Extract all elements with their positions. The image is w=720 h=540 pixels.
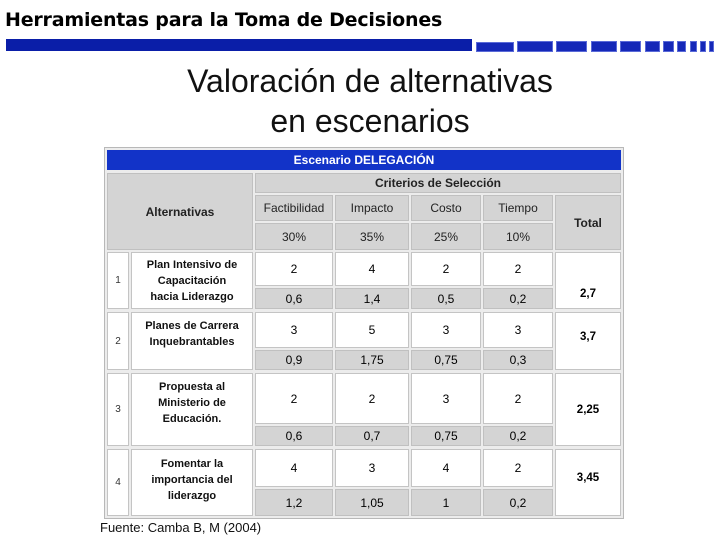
decor-square [620,41,641,52]
decor-square [556,41,587,52]
weighted-cell: 0,7 [335,426,409,446]
weighted-cell: 1,4 [335,288,409,309]
weighted-cell: 1,05 [335,489,409,516]
criterion-weight: 30% [255,223,333,250]
criterion-weight: 10% [483,223,553,250]
total-header: Total [555,195,621,250]
weighted-cell: 0,75 [411,426,481,446]
score-cell: 4 [335,252,409,286]
weighted-cell: 1 [411,489,481,516]
row-index: 3 [107,373,129,446]
decor-square [517,41,553,52]
alternative-name [131,449,253,516]
alternative-name-line: liderazgo [167,489,217,502]
alternative-name-line: Ministerio de [158,396,226,409]
decor-square [645,41,660,52]
weighted-cell: 0,2 [483,489,553,516]
alternative-name-line: Capacitación [157,274,227,287]
criterion-name: Costo [411,195,481,221]
score-cell: 4 [255,449,333,487]
alternative-name-line: hacia Liderazgo [150,290,234,303]
score-cell: 2 [411,252,481,286]
weighted-cell: 0,9 [255,350,333,370]
decor-square [663,41,674,52]
alternative-name-line: Plan Intensivo de [146,258,238,271]
row-index: 4 [107,449,129,516]
decor-square [690,41,697,52]
weighted-cell: 1,2 [255,489,333,516]
score-cell: 2 [255,252,333,286]
slide-header [0,0,720,54]
weighted-cell: 0,75 [411,350,481,370]
alternative-name-line: Propuesta al [158,380,226,393]
criterion-name: Impacto [335,195,409,221]
weighted-cell: 0,6 [255,288,333,309]
alternatives-header: Alternativas [107,173,253,250]
decor-square [591,41,617,52]
slide-title-line-2: en escenarios [270,103,470,139]
decor-square [700,41,706,52]
score-cell: 3 [335,449,409,487]
weighted-cell: 0,5 [411,288,481,309]
total-cell: 2,25 [555,373,621,446]
score-cell: 2 [483,252,553,286]
total-cell: 2,7 [555,252,621,309]
weighted-cell: 0,2 [483,426,553,446]
alternative-name [131,312,253,370]
alternative-name [131,252,253,309]
criterion-name: Factibilidad [255,195,333,221]
decor-square [709,41,714,52]
row-index: 2 [107,312,129,370]
weighted-cell: 0,3 [483,350,553,370]
total-cell: 3,7 [555,312,621,370]
criterion-name: Tiempo [483,195,553,221]
score-cell: 2 [483,449,553,487]
weighted-cell: 1,75 [335,350,409,370]
score-cell: 3 [411,373,481,424]
header-title: Herramientas para la Toma de Decisiones [5,9,443,31]
total-cell: 3,45 [555,449,621,516]
weighted-cell: 0,2 [483,288,553,309]
score-cell: 2 [335,373,409,424]
criterion-weight: 25% [411,223,481,250]
decor-square [476,42,514,52]
decor-square [677,41,686,52]
alternative-name [131,373,253,446]
score-cell: 3 [411,312,481,348]
evaluation-table [104,147,624,519]
alternative-name-line: importancia del [151,473,233,486]
score-cell: 4 [411,449,481,487]
source-citation: Fuente: Camba B, M (2004) [100,520,262,535]
weighted-cell: 0,6 [255,426,333,446]
score-cell: 3 [255,312,333,348]
scenario-title: Escenario DELEGACIÓN [107,150,621,170]
score-cell: 5 [335,312,409,348]
row-index: 1 [107,252,129,309]
alternative-name-line: Educación. [162,412,222,425]
slide-title-line-1: Valoración de alternativas [187,63,553,99]
criterion-weight: 35% [335,223,409,250]
score-cell: 2 [483,373,553,424]
header-rule [6,39,472,51]
criteria-header: Criterios de Selección [255,173,621,193]
score-cell: 2 [255,373,333,424]
alternative-name-line: Planes de Carrera [145,320,239,332]
alternative-name-line: Fomentar la [160,457,224,470]
score-cell: 3 [483,312,553,348]
alternative-name-line: Inquebrantables [149,336,235,348]
